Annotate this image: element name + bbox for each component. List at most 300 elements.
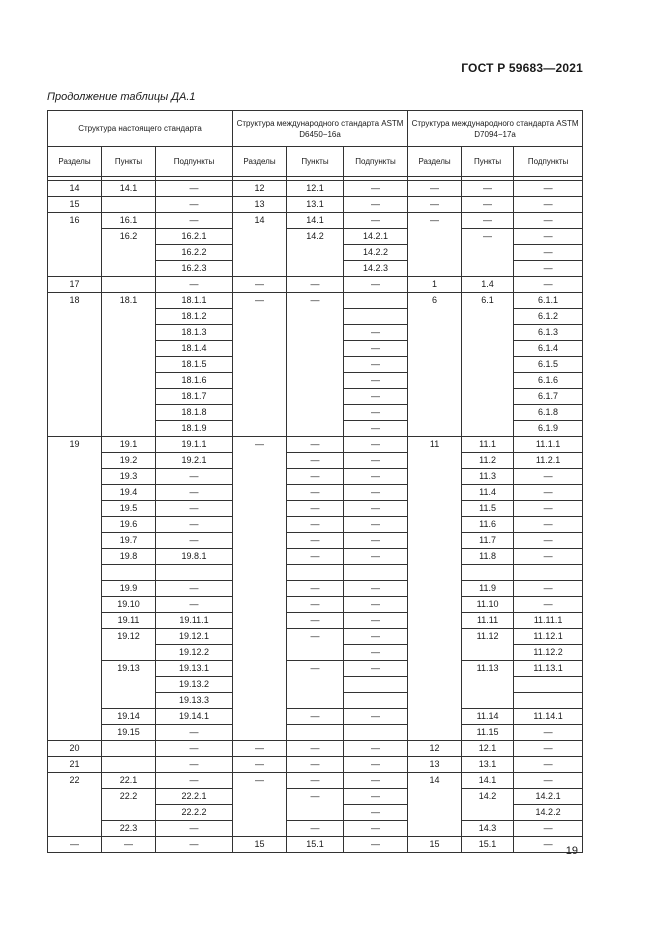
- table-cell: 22.1: [102, 773, 156, 789]
- table-cell: 19.2: [102, 453, 156, 469]
- table-cell: [233, 325, 287, 341]
- table-cell: [48, 645, 102, 661]
- table-cell: 14.2.1: [514, 789, 583, 805]
- table-cell: —: [156, 821, 233, 837]
- table-cell: —: [287, 277, 344, 293]
- table-cell: 13.1: [287, 197, 344, 213]
- table-cell: 6: [408, 293, 462, 309]
- table-cell: [102, 757, 156, 773]
- table-cell: [233, 805, 287, 821]
- table-cell: [287, 405, 344, 421]
- table-cell: [344, 677, 408, 693]
- table-cell: 6.1.5: [514, 357, 583, 373]
- table-row: [48, 837, 583, 853]
- table-cell: [233, 789, 287, 805]
- table-cell: [408, 485, 462, 501]
- table-cell: —: [287, 437, 344, 453]
- table-row: [48, 245, 583, 261]
- table-cell: 19.11: [102, 613, 156, 629]
- table-cell: —: [344, 549, 408, 565]
- table-cell: 11.14.1: [514, 709, 583, 725]
- col-header: Пункты: [287, 147, 344, 177]
- table-cell: 14.2.2: [344, 245, 408, 261]
- table-cell: 11.2.1: [514, 453, 583, 469]
- table-cell: —: [287, 741, 344, 757]
- table-cell: [233, 309, 287, 325]
- table-cell: 13: [408, 757, 462, 773]
- table-cell: [102, 197, 156, 213]
- table-cell: [408, 405, 462, 421]
- table-cell: [408, 373, 462, 389]
- table-cell: [462, 309, 514, 325]
- table-cell: —: [156, 213, 233, 229]
- table-cell: 18.1.6: [156, 373, 233, 389]
- table-cell: —: [344, 773, 408, 789]
- table-cell: [287, 805, 344, 821]
- group-header-astm-d6450: Структура международного стандарта ASTM D6450−16a: [233, 111, 408, 147]
- table-cell: —: [344, 501, 408, 517]
- table-cell: 14: [233, 213, 287, 229]
- table-cell: 14.1: [102, 181, 156, 197]
- table-cell: —: [344, 805, 408, 821]
- table-cell: [48, 389, 102, 405]
- table-cell: —: [156, 485, 233, 501]
- table-cell: [102, 309, 156, 325]
- table-cell: —: [408, 181, 462, 197]
- table-cell: [287, 261, 344, 277]
- table-cell: [48, 357, 102, 373]
- table-cell: 14.2.3: [344, 261, 408, 277]
- table-cell: —: [287, 613, 344, 629]
- table-cell: 19.1: [102, 437, 156, 453]
- table-cell: 15.1: [462, 837, 514, 853]
- table-cell: —: [233, 757, 287, 773]
- table-cell: [48, 229, 102, 245]
- table-cell: 17: [48, 277, 102, 293]
- table-row: [48, 773, 583, 789]
- table-cell: [408, 341, 462, 357]
- table-cell: 11.4: [462, 485, 514, 501]
- table-cell: [48, 709, 102, 725]
- table-cell: 18.1.1: [156, 293, 233, 309]
- table-cell: [344, 693, 408, 709]
- table-cell: 6.1.7: [514, 389, 583, 405]
- table-cell: [462, 357, 514, 373]
- table-cell: —: [156, 773, 233, 789]
- table-cell: 14.1: [462, 773, 514, 789]
- table-cell: 6.1.3: [514, 325, 583, 341]
- table-cell: —: [514, 229, 583, 245]
- table-cell: 19.14.1: [156, 709, 233, 725]
- table-cell: —: [514, 821, 583, 837]
- table-cell: [48, 373, 102, 389]
- table-cell: 19.6: [102, 517, 156, 533]
- table-cell: —: [156, 181, 233, 197]
- table-row: [48, 501, 583, 517]
- table-cell: 16.2: [102, 229, 156, 245]
- table-cell: 12.1: [287, 181, 344, 197]
- table-cell: [102, 389, 156, 405]
- table-cell: [233, 661, 287, 677]
- table-cell: [287, 245, 344, 261]
- table-cell: [233, 677, 287, 693]
- group-header-this-standard: Структура настоящего стандарта: [48, 111, 233, 147]
- col-header: Разделы: [48, 147, 102, 177]
- table-cell: [233, 261, 287, 277]
- table-cell: —: [287, 469, 344, 485]
- table-cell: —: [514, 757, 583, 773]
- table-cell: [408, 309, 462, 325]
- table-cell: [102, 565, 156, 581]
- table-cell: 11.1.1: [514, 437, 583, 453]
- table-cell: [462, 373, 514, 389]
- col-header: Подпункты: [156, 147, 233, 177]
- table-row: [48, 453, 583, 469]
- table-cell: 13: [233, 197, 287, 213]
- table-cell: [48, 629, 102, 645]
- table-cell: 14: [408, 773, 462, 789]
- table-cell: —: [287, 501, 344, 517]
- table-cell: 11.3: [462, 469, 514, 485]
- table-cell: —: [344, 277, 408, 293]
- table-row: [48, 709, 583, 725]
- table-cell: —: [344, 581, 408, 597]
- table-cell: [233, 453, 287, 469]
- table-cell: 19.5: [102, 501, 156, 517]
- table-cell: [408, 581, 462, 597]
- table-body: [48, 181, 583, 853]
- table-cell: [408, 389, 462, 405]
- table-cell: 19.13.3: [156, 693, 233, 709]
- table-cell: [344, 309, 408, 325]
- table-cell: [233, 405, 287, 421]
- table-cell: —: [408, 197, 462, 213]
- table-cell: —: [344, 645, 408, 661]
- table-cell: —: [344, 741, 408, 757]
- table-cell: [287, 373, 344, 389]
- table-row: [48, 341, 583, 357]
- table-cell: —: [287, 453, 344, 469]
- table-row: [48, 565, 583, 581]
- table-cell: 19.8: [102, 549, 156, 565]
- table-row: [48, 661, 583, 677]
- table-cell: [48, 517, 102, 533]
- table-cell: [408, 357, 462, 373]
- table-row: [48, 533, 583, 549]
- table-cell: [287, 325, 344, 341]
- table-cell: —: [514, 581, 583, 597]
- correspondence-table: [47, 110, 583, 853]
- table-cell: 11.12: [462, 629, 514, 645]
- table-cell: 6.1: [462, 293, 514, 309]
- table-row: [48, 629, 583, 645]
- table-cell: [233, 421, 287, 437]
- table-cell: [48, 725, 102, 741]
- table-cell: 19.13: [102, 661, 156, 677]
- table-cell: —: [287, 533, 344, 549]
- table-cell: 12: [408, 741, 462, 757]
- table-cell: [287, 341, 344, 357]
- table-cell: [102, 645, 156, 661]
- table-cell: 19.12.2: [156, 645, 233, 661]
- table-cell: —: [156, 741, 233, 757]
- table-cell: —: [344, 517, 408, 533]
- table-cell: —: [233, 293, 287, 309]
- table-cell: 19.13.1: [156, 661, 233, 677]
- table-cell: [48, 661, 102, 677]
- table-cell: [102, 421, 156, 437]
- table-cell: —: [344, 373, 408, 389]
- table-cell: 22: [48, 773, 102, 789]
- document-code: ГОСТ Р 59683—2021: [461, 61, 583, 75]
- table-cell: [48, 261, 102, 277]
- table-cell: [102, 245, 156, 261]
- table-cell: 18.1.8: [156, 405, 233, 421]
- table-cell: [344, 565, 408, 581]
- table-cell: 19.2.1: [156, 453, 233, 469]
- table-cell: 1.4: [462, 277, 514, 293]
- table-cell: 18.1.4: [156, 341, 233, 357]
- table-cell: 14.2: [462, 789, 514, 805]
- table-cell: [408, 229, 462, 245]
- table-cell: 6.1.4: [514, 341, 583, 357]
- table-cell: [233, 549, 287, 565]
- table-cell: [233, 357, 287, 373]
- table-cell: [48, 693, 102, 709]
- table-cell: 19.12: [102, 629, 156, 645]
- table-cell: —: [514, 837, 583, 853]
- table-cell: 15.1: [287, 837, 344, 853]
- table-cell: 14: [48, 181, 102, 197]
- table-cell: [287, 389, 344, 405]
- table-row: [48, 309, 583, 325]
- table-caption: Продолжение таблицы ДА.1: [47, 91, 196, 103]
- table-cell: 19.11.1: [156, 613, 233, 629]
- table-cell: —: [233, 437, 287, 453]
- table-cell: [233, 389, 287, 405]
- table-cell: 16.2.2: [156, 245, 233, 261]
- table-cell: —: [156, 581, 233, 597]
- table-row: [48, 181, 583, 197]
- table-cell: —: [287, 757, 344, 773]
- table-cell: [408, 709, 462, 725]
- table-cell: 18.1.7: [156, 389, 233, 405]
- table-cell: [462, 565, 514, 581]
- table-cell: [48, 549, 102, 565]
- table-cell: 18.1.3: [156, 325, 233, 341]
- table-row: [48, 357, 583, 373]
- table-cell: —: [344, 405, 408, 421]
- table-cell: 22.2.1: [156, 789, 233, 805]
- table-cell: [408, 469, 462, 485]
- table-row: [48, 597, 583, 613]
- table-cell: 18.1.9: [156, 421, 233, 437]
- table-row: [48, 757, 583, 773]
- table-cell: [233, 341, 287, 357]
- table-cell: [408, 501, 462, 517]
- table-cell: —: [514, 277, 583, 293]
- table-cell: 14.3: [462, 821, 514, 837]
- table-cell: 15: [408, 837, 462, 853]
- table-cell: [233, 565, 287, 581]
- table-cell: [233, 245, 287, 261]
- table-cell: 11.13: [462, 661, 514, 677]
- table-cell: [48, 453, 102, 469]
- table-cell: [48, 501, 102, 517]
- table-row: [48, 549, 583, 565]
- table-cell: —: [287, 661, 344, 677]
- table-cell: —: [344, 469, 408, 485]
- table-cell: 18: [48, 293, 102, 309]
- table-cell: 18.1.5: [156, 357, 233, 373]
- table-cell: [233, 581, 287, 597]
- table-cell: [102, 357, 156, 373]
- table-cell: 18.1.2: [156, 309, 233, 325]
- table-cell: 19.12.1: [156, 629, 233, 645]
- table-cell: 16: [48, 213, 102, 229]
- col-header: Разделы: [408, 147, 462, 177]
- table-cell: 11.5: [462, 501, 514, 517]
- table-cell: [48, 821, 102, 837]
- table-cell: [408, 677, 462, 693]
- table-cell: [408, 533, 462, 549]
- table-cell: 14.2: [287, 229, 344, 245]
- table-cell: [102, 325, 156, 341]
- table-row: [48, 229, 583, 245]
- table-cell: 22.3: [102, 821, 156, 837]
- table-cell: [462, 405, 514, 421]
- table-row: [48, 725, 583, 741]
- table-cell: —: [514, 725, 583, 741]
- table-row: [48, 389, 583, 405]
- table-cell: 11.2: [462, 453, 514, 469]
- table-cell: —: [514, 197, 583, 213]
- table-cell: —: [344, 533, 408, 549]
- table-cell: [233, 629, 287, 645]
- table-row: [48, 277, 583, 293]
- table-row: [48, 437, 583, 453]
- table-cell: —: [462, 181, 514, 197]
- table-cell: [408, 805, 462, 821]
- table-row: [48, 469, 583, 485]
- table-cell: —: [514, 549, 583, 565]
- table-cell: [48, 245, 102, 261]
- table-cell: [48, 805, 102, 821]
- table-cell: 21: [48, 757, 102, 773]
- table-cell: —: [514, 597, 583, 613]
- table-cell: [102, 405, 156, 421]
- table-cell: 6.1.9: [514, 421, 583, 437]
- table-cell: [408, 245, 462, 261]
- table-cell: —: [102, 837, 156, 853]
- table-cell: [233, 709, 287, 725]
- col-header: Пункты: [462, 147, 514, 177]
- table-cell: [233, 229, 287, 245]
- table-cell: —: [287, 709, 344, 725]
- table-cell: 15: [233, 837, 287, 853]
- table-cell: 14.2.2: [514, 805, 583, 821]
- table-row: [48, 693, 583, 709]
- table-cell: [233, 373, 287, 389]
- table-row: [48, 805, 583, 821]
- table-cell: [408, 421, 462, 437]
- table-cell: [344, 725, 408, 741]
- table-cell: 16.2.1: [156, 229, 233, 245]
- table-cell: 6.1.6: [514, 373, 583, 389]
- table-cell: [48, 789, 102, 805]
- table-cell: 11.7: [462, 533, 514, 549]
- table-cell: —: [514, 469, 583, 485]
- table-cell: —: [344, 453, 408, 469]
- table-cell: —: [156, 517, 233, 533]
- table-cell: 19.10: [102, 597, 156, 613]
- table-cell: [48, 677, 102, 693]
- table-cell: —: [514, 213, 583, 229]
- table-row: [48, 325, 583, 341]
- table-cell: 11.11: [462, 613, 514, 629]
- table-cell: —: [514, 181, 583, 197]
- table-cell: 19: [48, 437, 102, 453]
- table-cell: [408, 613, 462, 629]
- table-cell: [408, 453, 462, 469]
- table-cell: [408, 517, 462, 533]
- table-cell: —: [233, 741, 287, 757]
- table-cell: [233, 485, 287, 501]
- table-cell: [462, 325, 514, 341]
- table-cell: 19.8.1: [156, 549, 233, 565]
- table-cell: —: [344, 357, 408, 373]
- table-cell: 19.7: [102, 533, 156, 549]
- table-cell: [48, 325, 102, 341]
- table-row: [48, 261, 583, 277]
- table-cell: —: [156, 837, 233, 853]
- table-cell: [408, 597, 462, 613]
- table-cell: —: [344, 325, 408, 341]
- table-cell: —: [462, 213, 514, 229]
- table-cell: [462, 389, 514, 405]
- table-cell: 13.1: [462, 757, 514, 773]
- table-cell: [287, 677, 344, 693]
- table-row: [48, 517, 583, 533]
- table-cell: [233, 597, 287, 613]
- table-cell: —: [344, 485, 408, 501]
- table-cell: [514, 565, 583, 581]
- table-row: [48, 613, 583, 629]
- table-cell: [462, 677, 514, 693]
- table-cell: 14.1: [287, 213, 344, 229]
- table-cell: 11.12.1: [514, 629, 583, 645]
- table-row: [48, 485, 583, 501]
- table-cell: —: [287, 581, 344, 597]
- table-cell: [233, 613, 287, 629]
- table-cell: [462, 341, 514, 357]
- table-cell: —: [514, 245, 583, 261]
- table-row: [48, 213, 583, 229]
- table-cell: —: [344, 709, 408, 725]
- table-cell: —: [514, 517, 583, 533]
- table-cell: 19.9: [102, 581, 156, 597]
- table-cell: [233, 533, 287, 549]
- table-cell: 19.1.1: [156, 437, 233, 453]
- table-cell: 18.1: [102, 293, 156, 309]
- table-cell: 12: [233, 181, 287, 197]
- table-cell: [48, 613, 102, 629]
- table-cell: —: [287, 549, 344, 565]
- table-cell: —: [156, 597, 233, 613]
- table-cell: [287, 309, 344, 325]
- table-cell: —: [156, 757, 233, 773]
- table-cell: —: [344, 421, 408, 437]
